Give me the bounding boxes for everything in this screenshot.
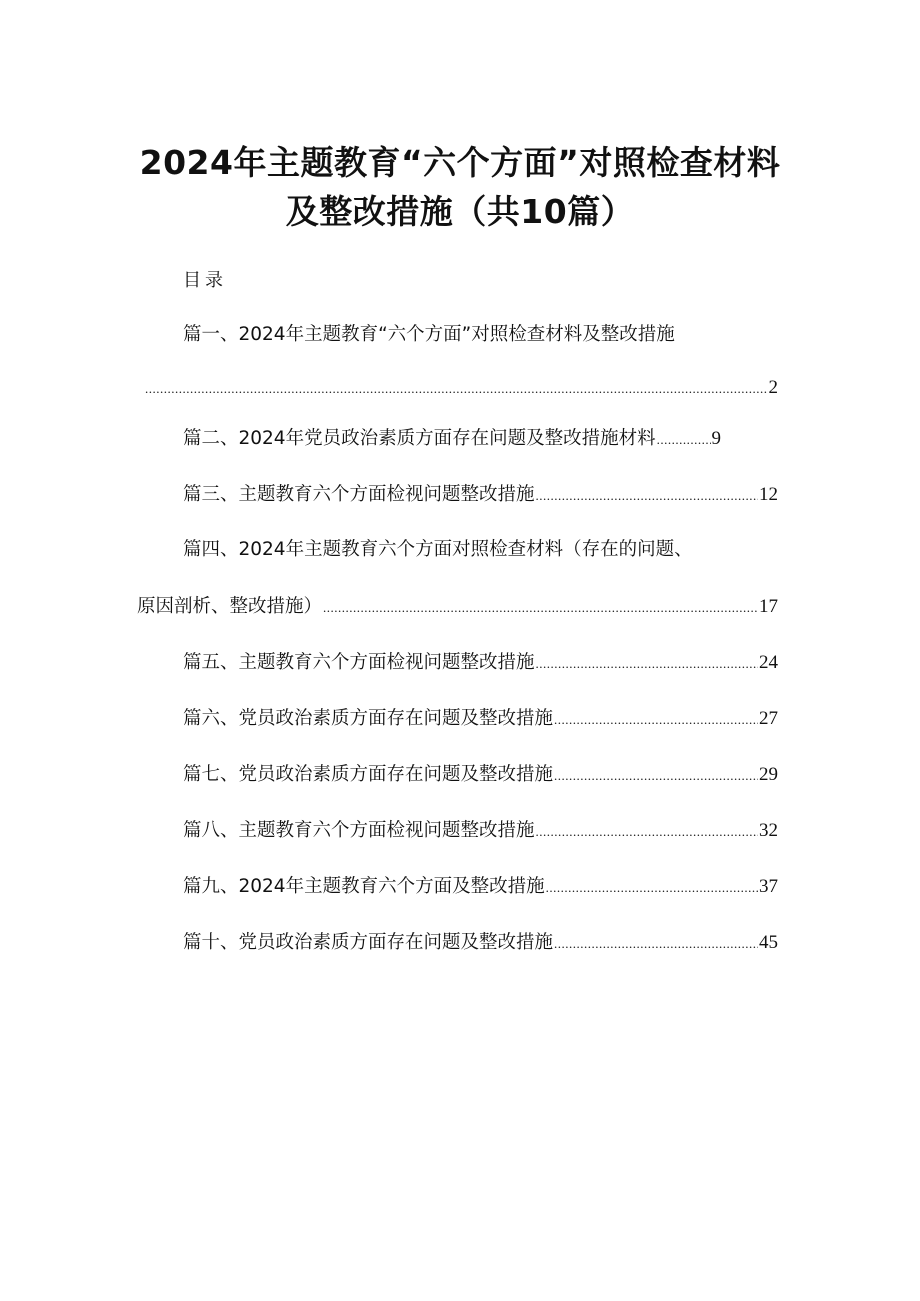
- toc-page-number: 17: [759, 596, 778, 617]
- toc-leader-dots: [145, 382, 768, 395]
- toc-page-number: 37: [759, 876, 778, 897]
- toc-entry-7[interactable]: [183, 765, 778, 785]
- toc-leader-dots: [546, 881, 758, 894]
- toc-page-number: 27: [759, 708, 778, 729]
- toc-entry-text: 篇五、主题教育六个方面检视问题整改措施: [183, 652, 535, 673]
- toc-entry-9[interactable]: [183, 877, 778, 897]
- toc-entry-1-line1[interactable]: 篇一、2024年主题教育“六个方面”对照检查材料及整改措施: [183, 324, 675, 345]
- toc-entry-3[interactable]: [183, 485, 778, 505]
- toc-page-number: 9: [711, 428, 721, 449]
- toc-entry-text: 篇九、2024年主题教育六个方面及整改措施: [183, 876, 545, 897]
- toc-entry-5[interactable]: [183, 653, 778, 673]
- toc-entry-text: 篇八、主题教育六个方面检视问题整改措施: [183, 820, 535, 841]
- toc-entry-2[interactable]: [183, 429, 721, 449]
- toc-entry-10[interactable]: [183, 933, 778, 953]
- toc-entry-4-line1[interactable]: 篇四、2024年主题教育六个方面对照检查材料（存在的问题、: [183, 539, 693, 560]
- toc-heading: 目录: [183, 270, 227, 291]
- toc-leader-dots: [554, 769, 758, 782]
- toc-entry-text: 原因剖析、整改措施）: [137, 596, 323, 617]
- toc-leader-dots: [554, 937, 758, 950]
- toc-leader-dots: [323, 601, 758, 614]
- toc-page-number: 24: [759, 652, 778, 673]
- toc-leader-dots: [536, 657, 758, 670]
- document-title-line1: 2024年主题教育“六个方面”对照检查材料: [139, 143, 781, 182]
- toc-leader-dots: [536, 489, 758, 502]
- document-title-line2: 及整改措施（共10篇）: [285, 192, 635, 231]
- toc-page-number: 12: [759, 484, 778, 505]
- toc-leader-dots: [554, 713, 758, 726]
- toc-entry-text: 篇三、主题教育六个方面检视问题整改措施: [183, 484, 535, 505]
- toc-page-number: 32: [759, 820, 778, 841]
- toc-leader-dots: [657, 433, 711, 446]
- toc-entry-1[interactable]: [144, 378, 778, 397]
- toc-page-number: 45: [759, 932, 778, 953]
- toc-page-number: 2: [768, 377, 778, 398]
- toc-entry-6[interactable]: [183, 709, 778, 729]
- toc-entry-text: 篇二、2024年党员政治素质方面存在问题及整改措施材料: [183, 428, 656, 449]
- toc-entry-text: 篇六、党员政治素质方面存在问题及整改措施: [183, 708, 554, 729]
- toc-page-number: 29: [759, 764, 778, 785]
- toc-entry-4[interactable]: [137, 597, 778, 617]
- toc-entry-text: 篇十、党员政治素质方面存在问题及整改措施: [183, 932, 554, 953]
- toc-leader-dots: [536, 825, 758, 838]
- toc-entry-8[interactable]: [183, 821, 778, 841]
- toc-entry-text: 篇七、党员政治素质方面存在问题及整改措施: [183, 764, 554, 785]
